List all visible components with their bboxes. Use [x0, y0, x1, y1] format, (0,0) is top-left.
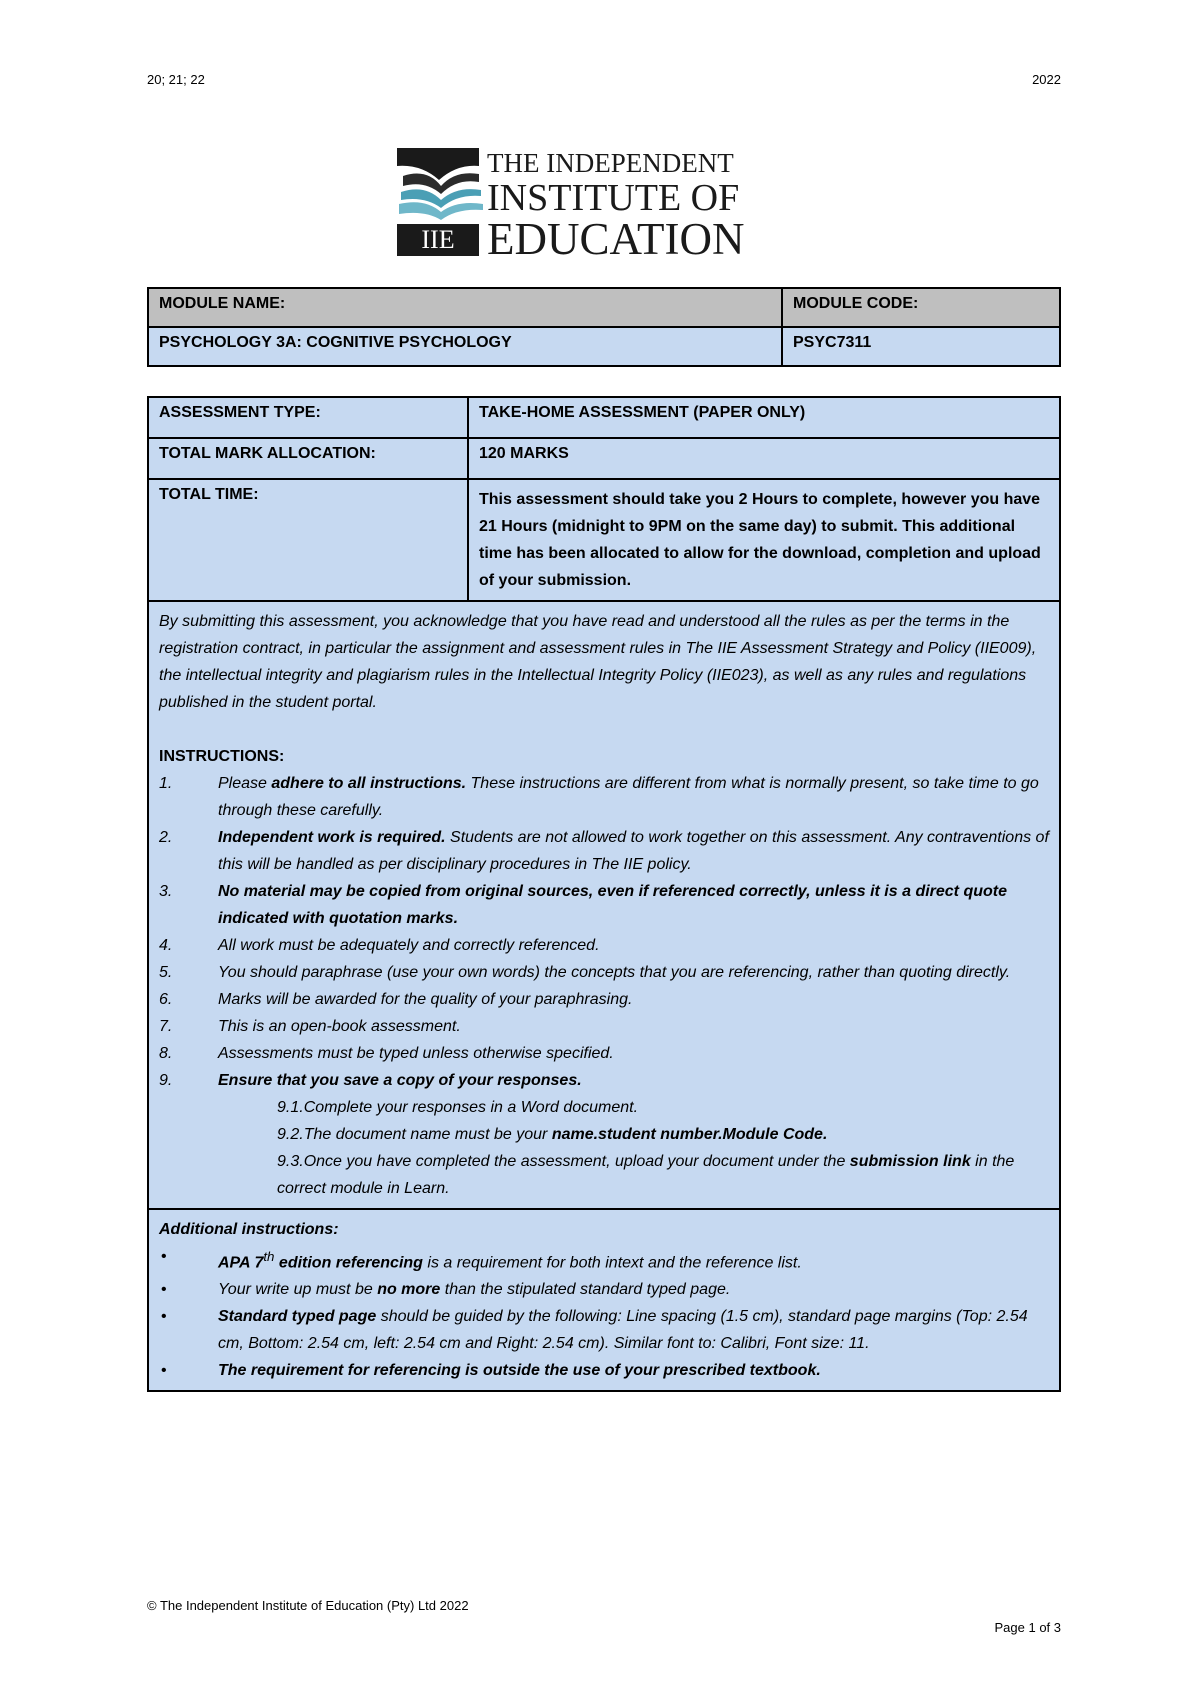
footer-copyright: © The Independent Institute of Education (Pty) Ltd 2022: [147, 1598, 469, 1613]
assessment-type-label: ASSESSMENT TYPE:: [148, 397, 468, 438]
instruction-item: 1. Please adhere to all instructions. These instructions are different from what is normally present, so take time to go through these carefully.: [159, 775, 1039, 819]
declaration-and-instructions: [148, 601, 1060, 1209]
mark-allocation-label: TOTAL MARK ALLOCATION:: [148, 438, 468, 479]
instructions-sublist: [218, 1094, 1049, 1202]
additional-instructions: [148, 1209, 1060, 1391]
instruction-item: 9.3.Once you have completed the assessment, upload your document under the submission link in the correct module in Learn.: [277, 1153, 1015, 1197]
additional-heading: Additional instructions:: [159, 1221, 339, 1238]
module-code-value: PSYC7311: [782, 327, 1060, 366]
instruction-item: 3. No material may be copied from original sources, even if referenced correctly, unless it is a direct quote indicated with quotation marks.: [159, 883, 1007, 927]
module-code-label: MODULE CODE:: [782, 288, 1060, 327]
total-time-label: TOTAL TIME:: [148, 479, 468, 601]
logo-line1: THE INDEPENDENT: [487, 148, 734, 178]
instruction-item: 9.1.Complete your responses in a Word document.: [277, 1099, 639, 1116]
logo-line2: INSTITUTE OF: [487, 177, 740, 219]
total-time-value: This assessment should take you 2 Hours to complete, however you have 21 Hours (midnight to 9PM on the same day) to submit. This additional time has been allocated to allow for the download, completion and upload of your submission.: [468, 479, 1060, 601]
additional-item: • Your write up must be no more than the stipulated standard typed page.: [161, 1281, 731, 1299]
page-number: Page 1 of 3: [994, 1620, 1061, 1635]
instructions-list: [159, 770, 1049, 1094]
logo-line3: EDUCATION: [487, 214, 745, 260]
instruction-item: 2. Independent work is required. Students are not allowed to work together on this assessment. Any contraventions of this will be handled as per disciplinary procedures in The IIE policy.: [159, 829, 1049, 873]
iie-logo: [397, 146, 807, 260]
module-table: [147, 287, 1061, 367]
additional-item: • The requirement for referencing is outside the use of your prescribed textbook.: [161, 1362, 821, 1380]
additional-list: [159, 1243, 1049, 1384]
assessment-table: [147, 396, 1061, 1392]
additional-item: • APA 7th edition referencing is a requirement for both intext and the reference list.: [161, 1248, 802, 1272]
instruction-item: 9. Ensure that you save a copy of your responses.: [159, 1072, 582, 1089]
instruction-item: 5. You should paraphrase (use your own words) the concepts that you are referencing, rather than quoting directly.: [159, 964, 1011, 981]
module-name-label: MODULE NAME:: [148, 288, 782, 327]
additional-item: • Standard typed page should be guided by the following: Line spacing (1.5 cm), standard page margins (Top: 2.54 cm, Bottom: 2.54 cm, left: 2.54 cm and Right: 2.54 cm). Similar font to: Calibri, Font size: 11.: [161, 1308, 1028, 1353]
instruction-item: 7. This is an open-book assessment.: [159, 1018, 461, 1035]
module-name-value: PSYCHOLOGY 3A: COGNITIVE PSYCHOLOGY: [148, 327, 782, 366]
instruction-item: 6. Marks will be awarded for the quality of your paraphrasing.: [159, 991, 633, 1008]
logo-badge: IIE: [421, 225, 455, 254]
declaration-text: By submitting this assessment, you acknowledge that you have read and understood all the rules as per the terms in the registration contract, in particular the assignment and assessment rules in The IIE Assessment Strategy and Policy (IIE009), the intellectual integrity and plagiarism rules in the Intellectual Integrity Policy (IIE023), as well as any rules and regulations published in the student portal.: [159, 613, 1037, 711]
instruction-item: 9.2.The document name must be your name.student number.Module Code.: [277, 1126, 828, 1143]
header-left-code: 20; 21; 22: [147, 72, 205, 87]
instructions-heading: INSTRUCTIONS:: [159, 748, 285, 765]
mark-allocation-value: 120 MARKS: [468, 438, 1060, 479]
assessment-type-value: TAKE-HOME ASSESSMENT (PAPER ONLY): [468, 397, 1060, 438]
header-year: 2022: [1032, 72, 1061, 87]
instruction-item: 8. Assessments must be typed unless otherwise specified.: [159, 1045, 614, 1062]
instruction-item: 4. All work must be adequately and correctly referenced.: [159, 937, 600, 954]
